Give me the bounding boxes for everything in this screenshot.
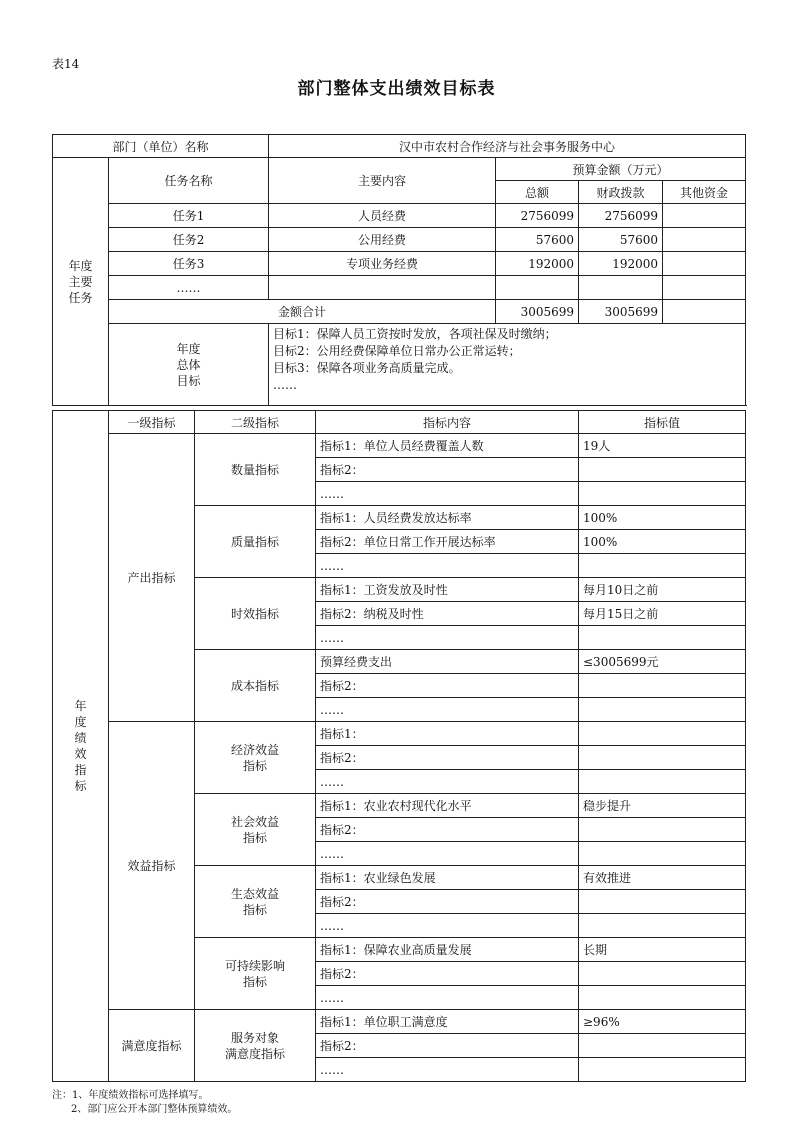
indicator-content: …… bbox=[316, 986, 579, 1010]
indicator-content: 指标2： bbox=[316, 674, 579, 698]
annual-goals-label: 年度 总体 目标 bbox=[109, 324, 269, 406]
annual-goals-content bbox=[269, 324, 746, 406]
indicator-value bbox=[579, 890, 746, 914]
indicator-value bbox=[579, 674, 746, 698]
task-other bbox=[663, 276, 746, 300]
footnotes bbox=[52, 1089, 237, 1117]
indicator-content: …… bbox=[316, 554, 579, 578]
sum-other bbox=[663, 300, 746, 324]
indicator-content: …… bbox=[316, 770, 579, 794]
dept-name-label: 部门（单位）名称 bbox=[53, 135, 269, 158]
indicator-content: …… bbox=[316, 914, 579, 938]
task-name: 任务2 bbox=[109, 228, 269, 252]
col-indicator-content: 指标内容 bbox=[316, 411, 579, 434]
indicator-content: 指标1：单位人员经费覆盖人数 bbox=[316, 434, 579, 458]
indicator-content: 指标1：保障农业高质量发展 bbox=[316, 938, 579, 962]
level2-indicator: 经济效益 指标 bbox=[195, 722, 316, 794]
col-total: 总额 bbox=[496, 181, 579, 204]
level1-indicator: 满意度指标 bbox=[109, 1010, 195, 1082]
col-level1: 一级指标 bbox=[109, 411, 195, 434]
task-fiscal: 192000 bbox=[579, 252, 663, 276]
table-row bbox=[53, 276, 746, 300]
col-main-content: 主要内容 bbox=[269, 158, 496, 204]
goal-line: 目标1：保障人员工资按时发放，各项社保及时缴纳； bbox=[273, 327, 557, 341]
indicator-content: 指标1：人员经费发放达标率 bbox=[316, 506, 579, 530]
col-indicator-value: 指标值 bbox=[579, 411, 746, 434]
indicator-content: 预算经费支出 bbox=[316, 650, 579, 674]
indicator-value: 长期 bbox=[579, 938, 746, 962]
table-row bbox=[53, 434, 746, 458]
goal-line: 目标2：公用经费保障单位日常办公正常运转； bbox=[273, 344, 521, 358]
task-other bbox=[663, 204, 746, 228]
indicator-value bbox=[579, 770, 746, 794]
task-fiscal: 57600 bbox=[579, 228, 663, 252]
indicator-value bbox=[579, 986, 746, 1010]
level2-indicator: 可持续影响 指标 bbox=[195, 938, 316, 1010]
indicator-content: 指标2：单位日常工作开展达标率 bbox=[316, 530, 579, 554]
task-total: 57600 bbox=[496, 228, 579, 252]
indicator-value bbox=[579, 722, 746, 746]
col-level2: 二级指标 bbox=[195, 411, 316, 434]
level2-indicator: 社会效益 指标 bbox=[195, 794, 316, 866]
indicator-value bbox=[579, 962, 746, 986]
task-content bbox=[269, 276, 496, 300]
goal-line: 目标3：保障各项业务高质量完成。 bbox=[273, 361, 461, 375]
table-row bbox=[53, 324, 746, 406]
indicator-value: 有效推进 bbox=[579, 866, 746, 890]
task-fiscal: 2756099 bbox=[579, 204, 663, 228]
indicator-value: 稳步提升 bbox=[579, 794, 746, 818]
level2-indicator: 数量指标 bbox=[195, 434, 316, 506]
indicator-value: 100% bbox=[579, 506, 746, 530]
col-fiscal: 财政拨款 bbox=[579, 181, 663, 204]
indicator-content: …… bbox=[316, 698, 579, 722]
table-row bbox=[53, 158, 746, 181]
level2-indicator: 时效指标 bbox=[195, 578, 316, 650]
indicator-value bbox=[579, 818, 746, 842]
task-content: 人员经费 bbox=[269, 204, 496, 228]
indicator-content: 指标2：纳税及时性 bbox=[316, 602, 579, 626]
annual-tasks-label: 年度 主要 任务 bbox=[53, 158, 109, 406]
sum-fiscal: 3005699 bbox=[579, 300, 663, 324]
indicator-value: ≤3005699元 bbox=[579, 650, 746, 674]
task-other bbox=[663, 252, 746, 276]
level1-indicator: 产出指标 bbox=[109, 434, 195, 722]
level2-indicator: 质量指标 bbox=[195, 506, 316, 578]
indicator-value bbox=[579, 626, 746, 650]
task-content: 专项业务经费 bbox=[269, 252, 496, 276]
indicator-content: 指标2： bbox=[316, 746, 579, 770]
indicator-content: 指标1：工资发放及时性 bbox=[316, 578, 579, 602]
indicator-value bbox=[579, 1034, 746, 1058]
indicator-value: 19人 bbox=[579, 434, 746, 458]
indicator-content: 指标1： bbox=[316, 722, 579, 746]
indicator-value bbox=[579, 698, 746, 722]
table-row bbox=[53, 228, 746, 252]
indicator-value bbox=[579, 914, 746, 938]
task-other bbox=[663, 228, 746, 252]
col-other: 其他资金 bbox=[663, 181, 746, 204]
table-row bbox=[53, 411, 746, 434]
indicator-value bbox=[579, 746, 746, 770]
performance-indicator-table bbox=[52, 410, 746, 1082]
task-table bbox=[52, 134, 746, 406]
table-row bbox=[53, 300, 746, 324]
indicator-content: 指标1：单位职工满意度 bbox=[316, 1010, 579, 1034]
indicator-content: 指标2： bbox=[316, 1034, 579, 1058]
indicator-content: 指标2： bbox=[316, 962, 579, 986]
indicator-content: …… bbox=[316, 842, 579, 866]
table-row bbox=[53, 1010, 746, 1034]
indicator-value: 每月15日之前 bbox=[579, 602, 746, 626]
indicator-content: 指标2： bbox=[316, 890, 579, 914]
task-name: 任务3 bbox=[109, 252, 269, 276]
task-name: 任务1 bbox=[109, 204, 269, 228]
indicator-value bbox=[579, 842, 746, 866]
indicator-value bbox=[579, 458, 746, 482]
indicator-content: 指标2： bbox=[316, 818, 579, 842]
table-row bbox=[53, 722, 746, 746]
goal-line: …… bbox=[273, 378, 298, 392]
table-row bbox=[53, 252, 746, 276]
indicator-value bbox=[579, 554, 746, 578]
indicator-value bbox=[579, 1058, 746, 1082]
indicator-content: …… bbox=[316, 626, 579, 650]
table-row bbox=[53, 135, 746, 158]
sum-label: 金额合计 bbox=[109, 300, 496, 324]
level2-indicator: 成本指标 bbox=[195, 650, 316, 722]
indicator-content: 指标1：农业农村现代化水平 bbox=[316, 794, 579, 818]
task-content: 公用经费 bbox=[269, 228, 496, 252]
level2-indicator: 生态效益 指标 bbox=[195, 866, 316, 938]
task-total bbox=[496, 276, 579, 300]
indicator-content: …… bbox=[316, 1058, 579, 1082]
indicator-content: 指标2： bbox=[316, 458, 579, 482]
level2-indicator: 服务对象 满意度指标 bbox=[195, 1010, 316, 1082]
col-task-name: 任务名称 bbox=[109, 158, 269, 204]
perf-section-label: 年 度 绩 效 指 标 bbox=[53, 411, 109, 1082]
task-total: 2756099 bbox=[496, 204, 579, 228]
footnote-2: 2、部门应公开本部门整体预算绩效。 bbox=[71, 1104, 238, 1115]
indicator-value: 100% bbox=[579, 530, 746, 554]
dept-name-value: 汉中市农村合作经济与社会事务服务中心 bbox=[269, 135, 746, 158]
table-number-label: 表14 bbox=[52, 57, 80, 71]
indicator-value bbox=[579, 482, 746, 506]
indicator-content: …… bbox=[316, 482, 579, 506]
task-name: …… bbox=[109, 276, 269, 300]
table-row bbox=[53, 204, 746, 228]
indicator-content: 指标1：农业绿色发展 bbox=[316, 866, 579, 890]
level1-indicator: 效益指标 bbox=[109, 722, 195, 1010]
indicator-value: ≥96% bbox=[579, 1010, 746, 1034]
footnote-1: 注：1、年度绩效指标可选择填写。 bbox=[52, 1090, 209, 1101]
page-title: 部门整体支出绩效目标表 bbox=[297, 79, 496, 99]
task-total: 192000 bbox=[496, 252, 579, 276]
indicator-value: 每月10日之前 bbox=[579, 578, 746, 602]
col-budget: 预算金额（万元） bbox=[496, 158, 746, 181]
task-fiscal bbox=[579, 276, 663, 300]
sum-total: 3005699 bbox=[496, 300, 579, 324]
